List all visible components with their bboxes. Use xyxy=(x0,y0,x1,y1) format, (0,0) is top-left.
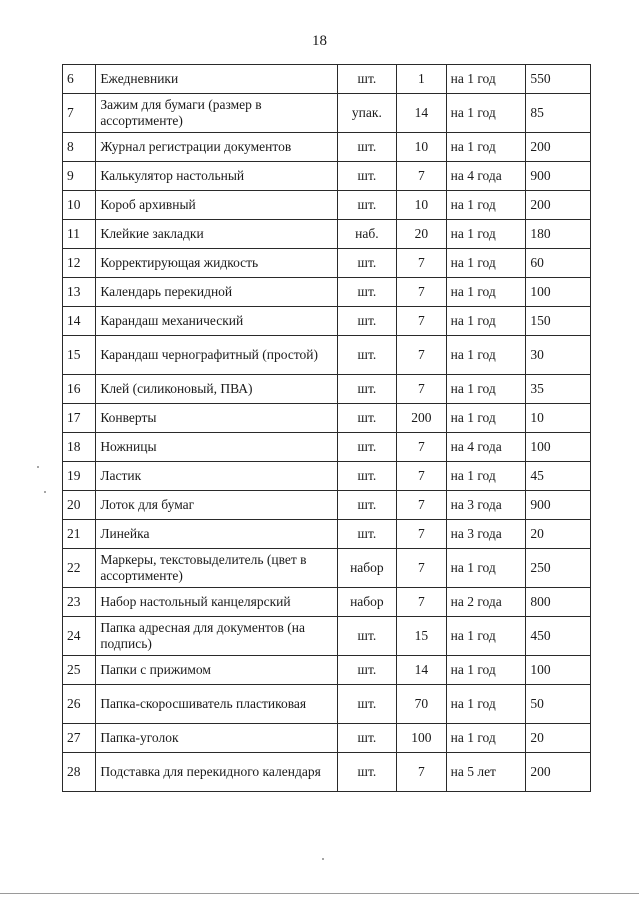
item-term: на 1 год xyxy=(446,191,526,220)
row-number: 8 xyxy=(63,133,96,162)
table-row xyxy=(63,220,591,249)
row-number: 7 xyxy=(63,94,96,133)
item-term: на 1 год xyxy=(446,724,526,753)
item-unit: шт. xyxy=(337,191,397,220)
item-term: на 5 лет xyxy=(446,753,526,792)
row-number: 14 xyxy=(63,307,96,336)
item-unit: шт. xyxy=(337,685,397,724)
row-number: 26 xyxy=(63,685,96,724)
item-term: на 3 года xyxy=(446,491,526,520)
item-quantity: 20 xyxy=(397,220,446,249)
item-name: Корректирующая жидкость xyxy=(96,249,337,278)
item-name: Календарь перекидной xyxy=(96,278,337,307)
item-term: на 1 год xyxy=(446,65,526,94)
supplies-table xyxy=(62,64,591,792)
item-name: Лоток для бумаг xyxy=(96,491,337,520)
item-quantity: 10 xyxy=(397,133,446,162)
item-term: на 4 года xyxy=(446,162,526,191)
item-quantity: 7 xyxy=(397,491,446,520)
row-number: 6 xyxy=(63,65,96,94)
item-price: 150 xyxy=(526,307,591,336)
item-term: на 1 год xyxy=(446,307,526,336)
item-quantity: 7 xyxy=(397,336,446,375)
row-number: 18 xyxy=(63,433,96,462)
item-quantity: 7 xyxy=(397,433,446,462)
item-name: Линейка xyxy=(96,520,337,549)
item-unit: шт. xyxy=(337,520,397,549)
item-unit: шт. xyxy=(337,336,397,375)
table-row xyxy=(63,191,591,220)
item-term: на 1 год xyxy=(446,249,526,278)
item-name: Маркеры, текстовыделитель (цвет в ассортименте) xyxy=(96,549,337,588)
item-quantity: 10 xyxy=(397,191,446,220)
item-term: на 4 года xyxy=(446,433,526,462)
item-term: на 1 год xyxy=(446,278,526,307)
row-number: 12 xyxy=(63,249,96,278)
item-quantity: 7 xyxy=(397,549,446,588)
table-row xyxy=(63,520,591,549)
item-price: 900 xyxy=(526,491,591,520)
item-quantity: 1 xyxy=(397,65,446,94)
row-number: 9 xyxy=(63,162,96,191)
item-price: 60 xyxy=(526,249,591,278)
item-term: на 1 год xyxy=(446,220,526,249)
item-name: Папки с прижимом xyxy=(96,656,337,685)
item-price: 100 xyxy=(526,278,591,307)
item-quantity: 7 xyxy=(397,375,446,404)
item-quantity: 7 xyxy=(397,588,446,617)
item-unit: шт. xyxy=(337,462,397,491)
item-unit: шт. xyxy=(337,656,397,685)
item-term: на 1 год xyxy=(446,462,526,491)
item-quantity: 14 xyxy=(397,656,446,685)
table-row xyxy=(63,94,591,133)
page-number: 18 xyxy=(312,33,327,49)
table-row xyxy=(63,724,591,753)
item-term: на 1 год xyxy=(446,685,526,724)
table-row xyxy=(63,336,591,375)
item-quantity: 7 xyxy=(397,307,446,336)
item-name: Ластик xyxy=(96,462,337,491)
item-unit: шт. xyxy=(337,375,397,404)
item-name: Калькулятор настольный xyxy=(96,162,337,191)
item-name: Папка адресная для документов (на подпись) xyxy=(96,617,337,656)
row-number: 11 xyxy=(63,220,96,249)
item-name: Подставка для перекидного календаря xyxy=(96,753,337,792)
table-row xyxy=(63,588,591,617)
item-price: 10 xyxy=(526,404,591,433)
scan-speck xyxy=(322,858,324,860)
item-price: 200 xyxy=(526,133,591,162)
table-row xyxy=(63,462,591,491)
item-quantity: 7 xyxy=(397,249,446,278)
item-price: 100 xyxy=(526,656,591,685)
item-name: Зажим для бумаги (размер в ассортименте) xyxy=(96,94,337,133)
table-row xyxy=(63,656,591,685)
item-quantity: 14 xyxy=(397,94,446,133)
item-quantity: 70 xyxy=(397,685,446,724)
item-price: 450 xyxy=(526,617,591,656)
item-term: на 1 год xyxy=(446,133,526,162)
table-row xyxy=(63,433,591,462)
table-row xyxy=(63,162,591,191)
item-name: Карандаш механический xyxy=(96,307,337,336)
row-number: 16 xyxy=(63,375,96,404)
item-name: Ежедневники xyxy=(96,65,337,94)
item-unit: набор xyxy=(337,588,397,617)
item-term: на 1 год xyxy=(446,375,526,404)
item-price: 100 xyxy=(526,433,591,462)
item-name: Ножницы xyxy=(96,433,337,462)
table-row xyxy=(63,491,591,520)
item-unit: упак. xyxy=(337,94,397,133)
item-price: 45 xyxy=(526,462,591,491)
row-number: 19 xyxy=(63,462,96,491)
item-price: 250 xyxy=(526,549,591,588)
item-unit: шт. xyxy=(337,307,397,336)
item-name: Журнал регистрации документов xyxy=(96,133,337,162)
item-term: на 1 год xyxy=(446,549,526,588)
table-row xyxy=(63,133,591,162)
item-quantity: 7 xyxy=(397,162,446,191)
item-name: Папка-скоросшиватель пластиковая xyxy=(96,685,337,724)
scan-edge-line xyxy=(0,893,639,894)
row-number: 22 xyxy=(63,549,96,588)
item-price: 85 xyxy=(526,94,591,133)
item-unit: шт. xyxy=(337,433,397,462)
table-row xyxy=(63,617,591,656)
item-price: 180 xyxy=(526,220,591,249)
item-name: Клей (силиконовый, ПВА) xyxy=(96,375,337,404)
row-number: 25 xyxy=(63,656,96,685)
item-name: Карандаш чернографитный (простой) xyxy=(96,336,337,375)
item-price: 200 xyxy=(526,753,591,792)
item-quantity: 7 xyxy=(397,753,446,792)
item-name: Папка-уголок xyxy=(96,724,337,753)
table-row xyxy=(63,65,591,94)
scan-speck xyxy=(44,491,46,493)
item-price: 900 xyxy=(526,162,591,191)
item-term: на 1 год xyxy=(446,656,526,685)
table-row xyxy=(63,685,591,724)
item-quantity: 100 xyxy=(397,724,446,753)
item-price: 800 xyxy=(526,588,591,617)
table-row xyxy=(63,375,591,404)
table-row xyxy=(63,549,591,588)
table-row xyxy=(63,753,591,792)
item-term: на 2 года xyxy=(446,588,526,617)
item-quantity: 200 xyxy=(397,404,446,433)
item-unit: шт. xyxy=(337,133,397,162)
item-quantity: 7 xyxy=(397,462,446,491)
row-number: 21 xyxy=(63,520,96,549)
item-unit: шт. xyxy=(337,278,397,307)
row-number: 20 xyxy=(63,491,96,520)
item-unit: шт. xyxy=(337,724,397,753)
item-price: 20 xyxy=(526,724,591,753)
item-unit: шт. xyxy=(337,249,397,278)
row-number: 27 xyxy=(63,724,96,753)
item-quantity: 7 xyxy=(397,278,446,307)
item-unit: набор xyxy=(337,549,397,588)
item-quantity: 7 xyxy=(397,520,446,549)
table-row xyxy=(63,404,591,433)
item-unit: шт. xyxy=(337,404,397,433)
row-number: 15 xyxy=(63,336,96,375)
supplies-table-body xyxy=(63,65,591,792)
row-number: 24 xyxy=(63,617,96,656)
item-price: 200 xyxy=(526,191,591,220)
item-name: Набор настольный канцелярский xyxy=(96,588,337,617)
item-name: Клейкие закладки xyxy=(96,220,337,249)
row-number: 17 xyxy=(63,404,96,433)
item-unit: шт. xyxy=(337,491,397,520)
item-price: 35 xyxy=(526,375,591,404)
item-term: на 1 год xyxy=(446,94,526,133)
row-number: 23 xyxy=(63,588,96,617)
row-number: 10 xyxy=(63,191,96,220)
item-price: 550 xyxy=(526,65,591,94)
item-term: на 1 год xyxy=(446,336,526,375)
item-name: Короб архивный xyxy=(96,191,337,220)
item-name: Конверты xyxy=(96,404,337,433)
item-price: 20 xyxy=(526,520,591,549)
item-unit: шт. xyxy=(337,162,397,191)
item-unit: шт. xyxy=(337,617,397,656)
table-row xyxy=(63,278,591,307)
item-quantity: 15 xyxy=(397,617,446,656)
item-unit: шт. xyxy=(337,65,397,94)
item-price: 50 xyxy=(526,685,591,724)
item-unit: шт. xyxy=(337,753,397,792)
scan-speck xyxy=(37,466,39,468)
item-term: на 1 год xyxy=(446,617,526,656)
item-price: 30 xyxy=(526,336,591,375)
item-term: на 3 года xyxy=(446,520,526,549)
item-unit: наб. xyxy=(337,220,397,249)
row-number: 28 xyxy=(63,753,96,792)
table-row xyxy=(63,249,591,278)
table-row xyxy=(63,307,591,336)
row-number: 13 xyxy=(63,278,96,307)
item-term: на 1 год xyxy=(446,404,526,433)
